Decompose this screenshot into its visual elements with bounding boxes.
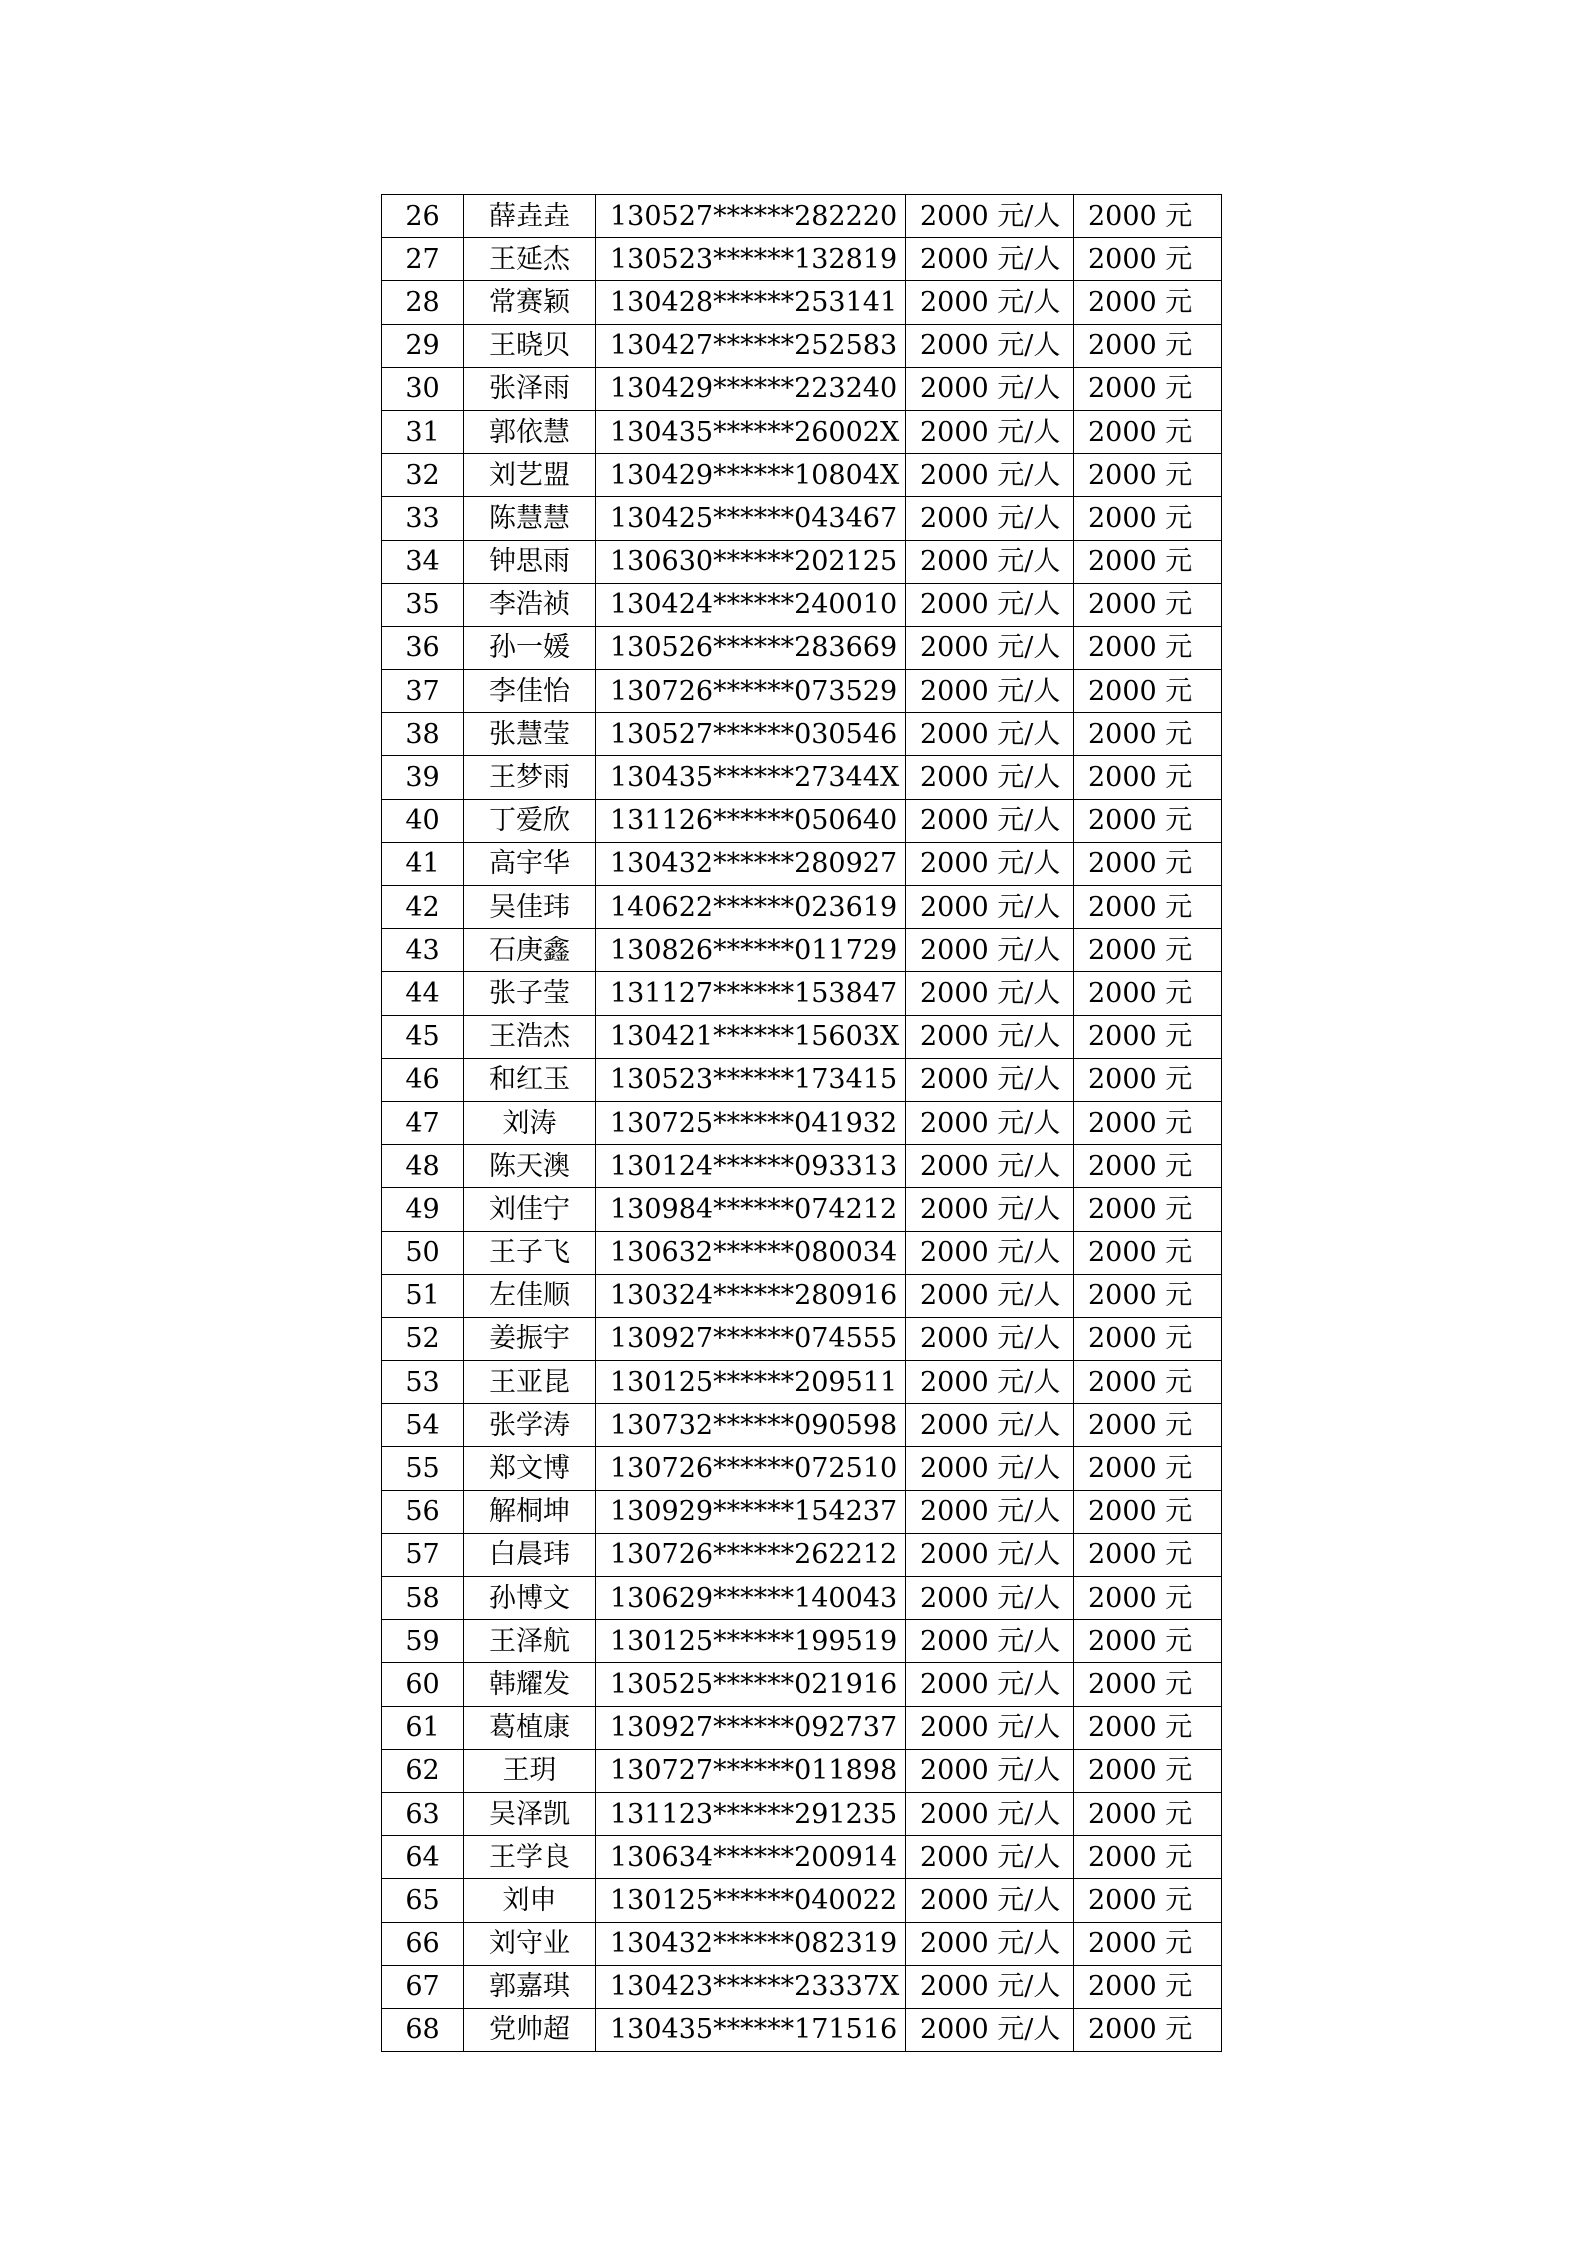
row-number-cell: 33 (382, 497, 464, 540)
table-row (382, 1879, 1222, 1922)
standard-cell: 2000 元/人 (906, 1447, 1074, 1490)
id-number-cell: 130427******252583 (596, 324, 906, 367)
table-row (382, 281, 1222, 324)
name-cell: 郭嘉琪 (464, 1965, 596, 2008)
standard-cell: 2000 元/人 (906, 195, 1074, 238)
table-row (382, 886, 1222, 929)
amount-cell: 2000 元 (1074, 1836, 1222, 1879)
amount-cell: 2000 元 (1074, 1620, 1222, 1663)
table-row (382, 1490, 1222, 1533)
standard-cell: 2000 元/人 (906, 972, 1074, 1015)
table-row (382, 1965, 1222, 2008)
name-cell: 和红玉 (464, 1058, 596, 1101)
row-number-cell: 58 (382, 1577, 464, 1620)
row-number-cell: 43 (382, 929, 464, 972)
standard-cell: 2000 元/人 (906, 1879, 1074, 1922)
table-row (382, 756, 1222, 799)
row-number-cell: 64 (382, 1836, 464, 1879)
name-cell: 张慧莹 (464, 713, 596, 756)
name-cell: 王延杰 (464, 238, 596, 281)
standard-cell: 2000 元/人 (906, 583, 1074, 626)
amount-cell: 2000 元 (1074, 799, 1222, 842)
row-number-cell: 67 (382, 1965, 464, 2008)
standard-cell: 2000 元/人 (906, 1577, 1074, 1620)
name-cell: 王浩杰 (464, 1015, 596, 1058)
id-number-cell: 130124******093313 (596, 1145, 906, 1188)
id-number-cell: 130927******074555 (596, 1317, 906, 1360)
table-row (382, 1404, 1222, 1447)
row-number-cell: 44 (382, 972, 464, 1015)
id-number-cell: 131127******153847 (596, 972, 906, 1015)
row-number-cell: 34 (382, 540, 464, 583)
row-number-cell: 65 (382, 1879, 464, 1922)
row-number-cell: 54 (382, 1404, 464, 1447)
row-number-cell: 27 (382, 238, 464, 281)
name-cell: 张学涛 (464, 1404, 596, 1447)
standard-cell: 2000 元/人 (906, 1922, 1074, 1965)
table-row (382, 1361, 1222, 1404)
recipient-table (381, 194, 1222, 2052)
standard-cell: 2000 元/人 (906, 1706, 1074, 1749)
row-number-cell: 53 (382, 1361, 464, 1404)
amount-cell: 2000 元 (1074, 1058, 1222, 1101)
row-number-cell: 49 (382, 1188, 464, 1231)
name-cell: 王晓贝 (464, 324, 596, 367)
row-number-cell: 51 (382, 1274, 464, 1317)
row-number-cell: 29 (382, 324, 464, 367)
id-number-cell: 130432******082319 (596, 1922, 906, 1965)
standard-cell: 2000 元/人 (906, 842, 1074, 885)
name-cell: 王梦雨 (464, 756, 596, 799)
id-number-cell: 130429******10804X (596, 454, 906, 497)
standard-cell: 2000 元/人 (906, 1836, 1074, 1879)
amount-cell: 2000 元 (1074, 540, 1222, 583)
id-number-cell: 130630******202125 (596, 540, 906, 583)
row-number-cell: 40 (382, 799, 464, 842)
name-cell: 石庚鑫 (464, 929, 596, 972)
id-number-cell: 140622******023619 (596, 886, 906, 929)
amount-cell: 2000 元 (1074, 1101, 1222, 1144)
standard-cell: 2000 元/人 (906, 1015, 1074, 1058)
name-cell: 张泽雨 (464, 367, 596, 410)
table-row (382, 2008, 1222, 2051)
id-number-cell: 130632******080034 (596, 1231, 906, 1274)
standard-cell: 2000 元/人 (906, 454, 1074, 497)
id-number-cell: 130826******011729 (596, 929, 906, 972)
name-cell: 郑文博 (464, 1447, 596, 1490)
name-cell: 钟思雨 (464, 540, 596, 583)
standard-cell: 2000 元/人 (906, 1404, 1074, 1447)
name-cell: 吴佳玮 (464, 886, 596, 929)
id-number-cell: 130324******280916 (596, 1274, 906, 1317)
name-cell: 陈天澳 (464, 1145, 596, 1188)
name-cell: 解桐坤 (464, 1490, 596, 1533)
row-number-cell: 28 (382, 281, 464, 324)
standard-cell: 2000 元/人 (906, 1231, 1074, 1274)
name-cell: 郭依慧 (464, 410, 596, 453)
row-number-cell: 35 (382, 583, 464, 626)
standard-cell: 2000 元/人 (906, 1965, 1074, 2008)
standard-cell: 2000 元/人 (906, 410, 1074, 453)
amount-cell: 2000 元 (1074, 1792, 1222, 1835)
table-row (382, 1620, 1222, 1663)
id-number-cell: 130425******043467 (596, 497, 906, 540)
standard-cell: 2000 元/人 (906, 1274, 1074, 1317)
row-number-cell: 68 (382, 2008, 464, 2051)
table-row (382, 1792, 1222, 1835)
name-cell: 白晨玮 (464, 1533, 596, 1576)
row-number-cell: 32 (382, 454, 464, 497)
standard-cell: 2000 元/人 (906, 1145, 1074, 1188)
standard-cell: 2000 元/人 (906, 1749, 1074, 1792)
standard-cell: 2000 元/人 (906, 281, 1074, 324)
id-number-cell: 130726******072510 (596, 1447, 906, 1490)
table-row (382, 583, 1222, 626)
name-cell: 李佳怡 (464, 670, 596, 713)
id-number-cell: 130732******090598 (596, 1404, 906, 1447)
amount-cell: 2000 元 (1074, 1706, 1222, 1749)
amount-cell: 2000 元 (1074, 886, 1222, 929)
standard-cell: 2000 元/人 (906, 1490, 1074, 1533)
id-number-cell: 131126******050640 (596, 799, 906, 842)
table-row (382, 1922, 1222, 1965)
standard-cell: 2000 元/人 (906, 497, 1074, 540)
table-row (382, 238, 1222, 281)
table-row (382, 410, 1222, 453)
table-row (382, 842, 1222, 885)
amount-cell: 2000 元 (1074, 497, 1222, 540)
amount-cell: 2000 元 (1074, 972, 1222, 1015)
name-cell: 左佳顺 (464, 1274, 596, 1317)
standard-cell: 2000 元/人 (906, 626, 1074, 669)
table-row (382, 1015, 1222, 1058)
amount-cell: 2000 元 (1074, 842, 1222, 885)
id-number-cell: 130726******073529 (596, 670, 906, 713)
id-number-cell: 130424******240010 (596, 583, 906, 626)
id-number-cell: 130435******171516 (596, 2008, 906, 2051)
name-cell: 陈慧慧 (464, 497, 596, 540)
id-number-cell: 130726******262212 (596, 1533, 906, 1576)
table-row (382, 626, 1222, 669)
id-number-cell: 130727******011898 (596, 1749, 906, 1792)
name-cell: 李浩祯 (464, 583, 596, 626)
amount-cell: 2000 元 (1074, 1317, 1222, 1360)
table-row (382, 195, 1222, 238)
amount-cell: 2000 元 (1074, 1533, 1222, 1576)
standard-cell: 2000 元/人 (906, 238, 1074, 281)
table-row (382, 367, 1222, 410)
table-row (382, 1317, 1222, 1360)
standard-cell: 2000 元/人 (906, 540, 1074, 583)
amount-cell: 2000 元 (1074, 1749, 1222, 1792)
name-cell: 丁爱欣 (464, 799, 596, 842)
amount-cell: 2000 元 (1074, 2008, 1222, 2051)
table-row (382, 324, 1222, 367)
amount-cell: 2000 元 (1074, 583, 1222, 626)
table-row (382, 972, 1222, 1015)
name-cell: 吴泽凯 (464, 1792, 596, 1835)
row-number-cell: 56 (382, 1490, 464, 1533)
name-cell: 孙一媛 (464, 626, 596, 669)
id-number-cell: 130435******26002X (596, 410, 906, 453)
amount-cell: 2000 元 (1074, 367, 1222, 410)
amount-cell: 2000 元 (1074, 1274, 1222, 1317)
id-number-cell: 131123******291235 (596, 1792, 906, 1835)
row-number-cell: 39 (382, 756, 464, 799)
id-number-cell: 130929******154237 (596, 1490, 906, 1533)
name-cell: 常赛颖 (464, 281, 596, 324)
name-cell: 孙博文 (464, 1577, 596, 1620)
standard-cell: 2000 元/人 (906, 670, 1074, 713)
amount-cell: 2000 元 (1074, 281, 1222, 324)
name-cell: 刘艺盟 (464, 454, 596, 497)
id-number-cell: 130125******209511 (596, 1361, 906, 1404)
standard-cell: 2000 元/人 (906, 1663, 1074, 1706)
name-cell: 王玥 (464, 1749, 596, 1792)
id-number-cell: 130125******040022 (596, 1879, 906, 1922)
id-number-cell: 130432******280927 (596, 842, 906, 885)
row-number-cell: 37 (382, 670, 464, 713)
amount-cell: 2000 元 (1074, 1879, 1222, 1922)
standard-cell: 2000 元/人 (906, 756, 1074, 799)
amount-cell: 2000 元 (1074, 670, 1222, 713)
table-row (382, 799, 1222, 842)
row-number-cell: 36 (382, 626, 464, 669)
row-number-cell: 60 (382, 1663, 464, 1706)
row-number-cell: 52 (382, 1317, 464, 1360)
table-row (382, 1231, 1222, 1274)
amount-cell: 2000 元 (1074, 1404, 1222, 1447)
table-row (382, 1533, 1222, 1576)
amount-cell: 2000 元 (1074, 1490, 1222, 1533)
table-row (382, 1749, 1222, 1792)
id-number-cell: 130984******074212 (596, 1188, 906, 1231)
id-number-cell: 130429******223240 (596, 367, 906, 410)
table-row (382, 1058, 1222, 1101)
standard-cell: 2000 元/人 (906, 1792, 1074, 1835)
standard-cell: 2000 元/人 (906, 929, 1074, 972)
amount-cell: 2000 元 (1074, 410, 1222, 453)
id-number-cell: 130527******282220 (596, 195, 906, 238)
id-number-cell: 130423******23337X (596, 1965, 906, 2008)
id-number-cell: 130927******092737 (596, 1706, 906, 1749)
table-row (382, 929, 1222, 972)
row-number-cell: 48 (382, 1145, 464, 1188)
id-number-cell: 130125******199519 (596, 1620, 906, 1663)
standard-cell: 2000 元/人 (906, 713, 1074, 756)
id-number-cell: 130435******27344X (596, 756, 906, 799)
standard-cell: 2000 元/人 (906, 2008, 1074, 2051)
id-number-cell: 130525******021916 (596, 1663, 906, 1706)
table-row (382, 540, 1222, 583)
amount-cell: 2000 元 (1074, 324, 1222, 367)
id-number-cell: 130634******200914 (596, 1836, 906, 1879)
table-row (382, 1447, 1222, 1490)
amount-cell: 2000 元 (1074, 756, 1222, 799)
name-cell: 刘涛 (464, 1101, 596, 1144)
row-number-cell: 45 (382, 1015, 464, 1058)
standard-cell: 2000 元/人 (906, 1533, 1074, 1576)
row-number-cell: 30 (382, 367, 464, 410)
name-cell: 王亚昆 (464, 1361, 596, 1404)
row-number-cell: 63 (382, 1792, 464, 1835)
id-number-cell: 130421******15603X (596, 1015, 906, 1058)
amount-cell: 2000 元 (1074, 1145, 1222, 1188)
name-cell: 刘申 (464, 1879, 596, 1922)
name-cell: 姜振宇 (464, 1317, 596, 1360)
name-cell: 韩耀发 (464, 1663, 596, 1706)
standard-cell: 2000 元/人 (906, 1058, 1074, 1101)
standard-cell: 2000 元/人 (906, 1317, 1074, 1360)
row-number-cell: 61 (382, 1706, 464, 1749)
amount-cell: 2000 元 (1074, 1447, 1222, 1490)
table-row (382, 670, 1222, 713)
name-cell: 刘佳宁 (464, 1188, 596, 1231)
amount-cell: 2000 元 (1074, 1231, 1222, 1274)
row-number-cell: 38 (382, 713, 464, 756)
table-row (382, 1188, 1222, 1231)
amount-cell: 2000 元 (1074, 626, 1222, 669)
id-number-cell: 130526******283669 (596, 626, 906, 669)
table-row (382, 1577, 1222, 1620)
table-row (382, 454, 1222, 497)
table-row (382, 1663, 1222, 1706)
standard-cell: 2000 元/人 (906, 1101, 1074, 1144)
row-number-cell: 41 (382, 842, 464, 885)
table-row (382, 1706, 1222, 1749)
id-number-cell: 130527******030546 (596, 713, 906, 756)
id-number-cell: 130523******173415 (596, 1058, 906, 1101)
standard-cell: 2000 元/人 (906, 799, 1074, 842)
table-row (382, 497, 1222, 540)
table-row (382, 1836, 1222, 1879)
amount-cell: 2000 元 (1074, 1965, 1222, 2008)
name-cell: 王子飞 (464, 1231, 596, 1274)
id-number-cell: 130725******041932 (596, 1101, 906, 1144)
row-number-cell: 55 (382, 1447, 464, 1490)
standard-cell: 2000 元/人 (906, 1361, 1074, 1404)
table-row (382, 713, 1222, 756)
row-number-cell: 47 (382, 1101, 464, 1144)
standard-cell: 2000 元/人 (906, 324, 1074, 367)
table-body (382, 195, 1222, 2052)
row-number-cell: 62 (382, 1749, 464, 1792)
amount-cell: 2000 元 (1074, 454, 1222, 497)
row-number-cell: 31 (382, 410, 464, 453)
standard-cell: 2000 元/人 (906, 367, 1074, 410)
amount-cell: 2000 元 (1074, 238, 1222, 281)
id-number-cell: 130428******253141 (596, 281, 906, 324)
name-cell: 党帅超 (464, 2008, 596, 2051)
id-number-cell: 130629******140043 (596, 1577, 906, 1620)
amount-cell: 2000 元 (1074, 1188, 1222, 1231)
table-row (382, 1101, 1222, 1144)
standard-cell: 2000 元/人 (906, 886, 1074, 929)
row-number-cell: 42 (382, 886, 464, 929)
id-number-cell: 130523******132819 (596, 238, 906, 281)
table-row (382, 1274, 1222, 1317)
row-number-cell: 57 (382, 1533, 464, 1576)
amount-cell: 2000 元 (1074, 1361, 1222, 1404)
amount-cell: 2000 元 (1074, 1663, 1222, 1706)
row-number-cell: 59 (382, 1620, 464, 1663)
name-cell: 张子莹 (464, 972, 596, 1015)
row-number-cell: 46 (382, 1058, 464, 1101)
amount-cell: 2000 元 (1074, 1922, 1222, 1965)
row-number-cell: 26 (382, 195, 464, 238)
name-cell: 王泽航 (464, 1620, 596, 1663)
name-cell: 薛垚垚 (464, 195, 596, 238)
row-number-cell: 66 (382, 1922, 464, 1965)
amount-cell: 2000 元 (1074, 713, 1222, 756)
amount-cell: 2000 元 (1074, 1577, 1222, 1620)
standard-cell: 2000 元/人 (906, 1620, 1074, 1663)
name-cell: 刘守业 (464, 1922, 596, 1965)
row-number-cell: 50 (382, 1231, 464, 1274)
standard-cell: 2000 元/人 (906, 1188, 1074, 1231)
amount-cell: 2000 元 (1074, 929, 1222, 972)
amount-cell: 2000 元 (1074, 195, 1222, 238)
name-cell: 王学良 (464, 1836, 596, 1879)
name-cell: 葛植康 (464, 1706, 596, 1749)
table-row (382, 1145, 1222, 1188)
amount-cell: 2000 元 (1074, 1015, 1222, 1058)
name-cell: 高宇华 (464, 842, 596, 885)
